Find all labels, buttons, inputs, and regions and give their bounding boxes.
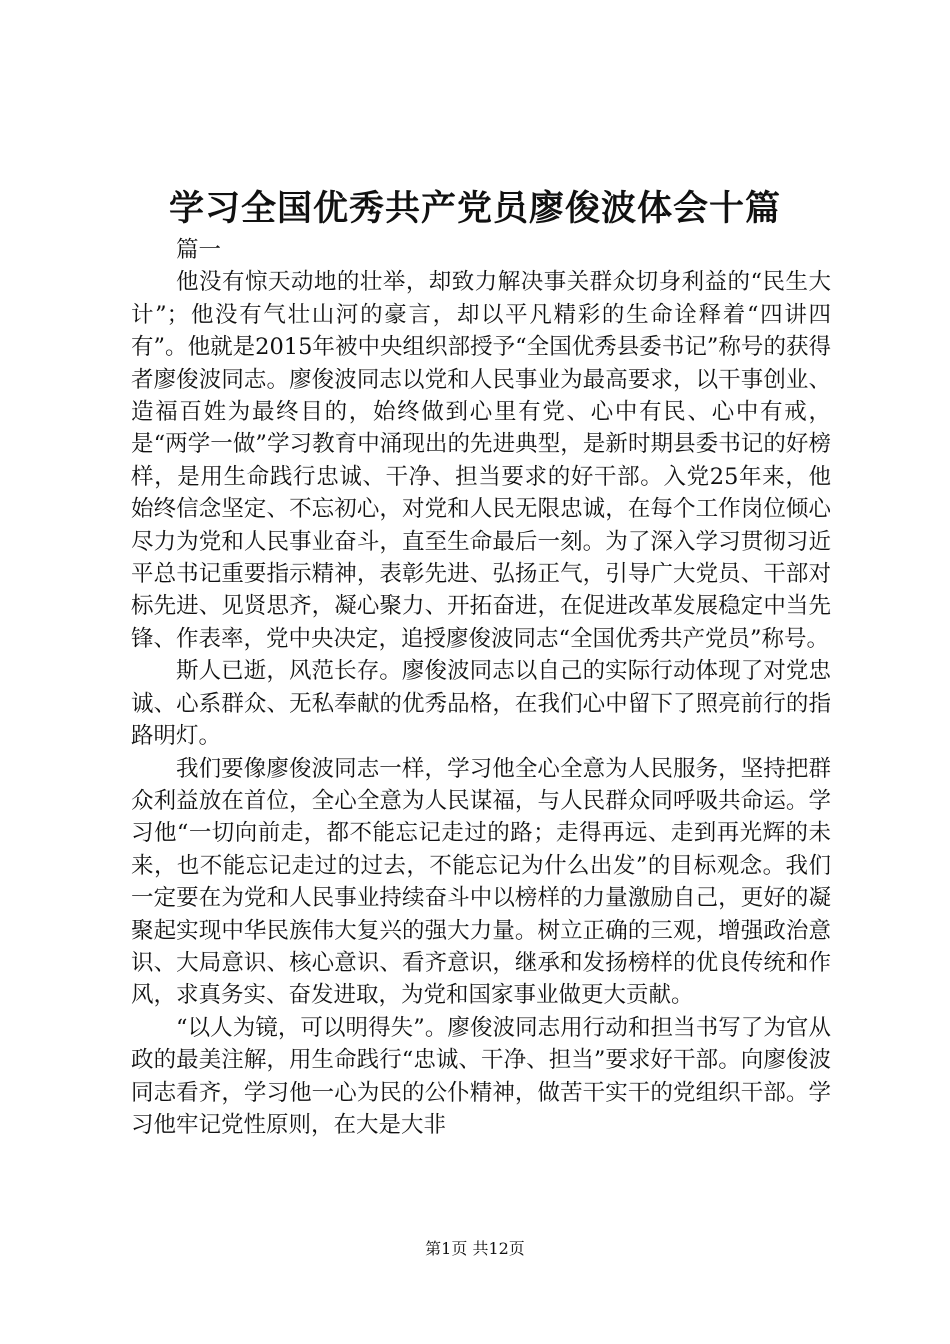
document-title: 学习全国优秀共产党员廖俊波体会十篇 — [168, 188, 781, 229]
body-paragraph: “以人为镜，可以明得失”。廖俊波同志用行动和担当书写了为官从政的最美注解，用生命践行“忠诚、干净、担当”要求好干部。向廖俊波同志看齐，学习他一心为民的公仆精神，做苦干实干的党组织干部。学习他牢记党性原则，在大是大非 — [131, 1014, 831, 1138]
body-paragraph: 我们要像廖俊波同志一样，学习他全心全意为人民服务，坚持把群众利益放在首位，全心全意为人民谋福，与人民群众同呼吸共命运。学习他“一切向前走，都不能忘记走过的路；走得再远、走到再光辉的未来，也不能忘记走过的过去，不能忘记为什么出发”的目标观念。我们一定要在为党和人民事业持续奋斗中以榜样的力量激励自己，更好的凝聚起实现中华民族伟大复兴的强大力量。树立正确的三观，增强政治意识、大局意识、核心意识、看齐意识，继承和发扬榜样的优良传统和作风，求真务实、奋发进取，为党和国家事业做更大贡献。 — [131, 755, 831, 1009]
body-paragraph: 斯人已逝，风范长存。廖俊波同志以自己的实际行动体现了对党忠诚、心系群众、无私奉献的优秀品格，在我们心中留下了照亮前行的指路明灯。 — [131, 658, 831, 750]
page-number-footer: 第1页 共12页 — [425, 1239, 525, 1258]
section-label: 篇一 — [176, 237, 222, 263]
document-body — [131, 234, 831, 1141]
body-paragraph: 他没有惊天动地的壮举，却致力解决事关群众切身利益的“民生大计”；他没有气壮山河的豪言，却以平凡精彩的生命诠释着“四讲四有”。他就是2015年被中央组织部授予“全国优秀县委书记”称号的获得者廖俊波同志。廖俊波同志以党和人民事业为最高要求，以干事创业、造福百姓为最终目的，始终做到心里有党、心中有民、心中有戒，是“两学一做”学习教育中涌现出的先进典型，是新时期县委书记的好榜样，是用生命践行忠诚、干净、担当要求的好干部。入党25年来，他始终信念坚定、不忘初心，对党和人民无限忠诚，在每个工作岗位倾心尽力为党和人民事业奋斗，直至生命最后一刻。为了深入学习贯彻习近平总书记重要指示精神，表彰先进、弘扬正气，引导广大党员、干部对标先进、见贤思齐，凝心聚力、开拓奋进，在促进改革发展稳定中当先锋、作表率，党中央决定，追授廖俊波同志“全国优秀共产党员”称号。 — [131, 269, 831, 652]
